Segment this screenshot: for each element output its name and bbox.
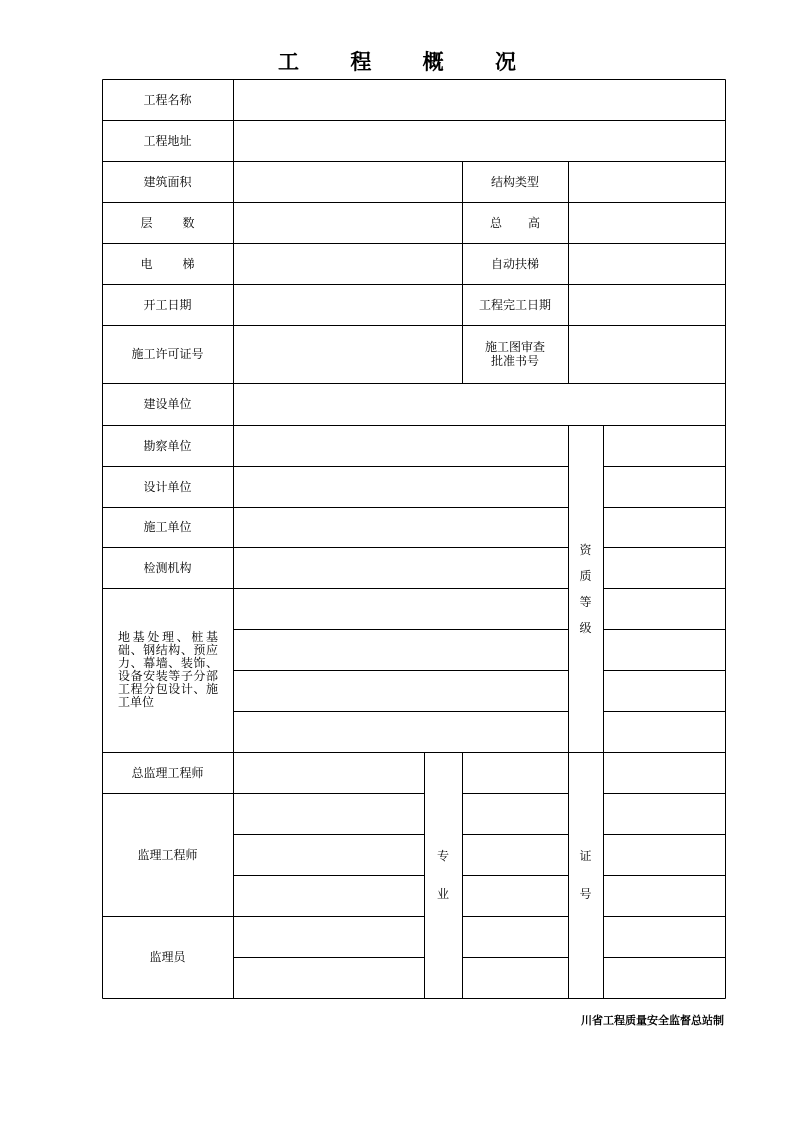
label-total-height-b: 高 — [528, 215, 541, 230]
label-total-height-a: 总 — [489, 215, 502, 230]
label-drawing-review: 施工图审查 批准书号 — [484, 340, 545, 368]
specialty-char-2: 业 — [436, 887, 449, 901]
certificate-char-1: 证 — [579, 849, 592, 863]
qualification-char-4: 级 — [579, 620, 592, 635]
label-elevator-b: 梯 — [182, 256, 195, 271]
label-qualification-grade — [568, 425, 603, 752]
label-elevator-a: 电 — [140, 256, 153, 271]
label-floors — [102, 202, 233, 243]
qualification-char-3: 等 — [579, 594, 592, 609]
label-specialty — [424, 752, 462, 998]
label-escalator: 自动扶梯 — [490, 256, 539, 271]
label-completion-date: 工程完工日期 — [478, 297, 551, 312]
label-chief-supervisor: 总监理工程师 — [131, 765, 204, 780]
label-survey-unit: 勘察单位 — [143, 438, 192, 453]
issuing-organization: 川省工程质量安全监督总站制 — [581, 1014, 724, 1027]
page-title: 工 程 概 况 — [278, 50, 538, 74]
label-floor-area: 建筑面积 — [143, 174, 192, 189]
label-total-height — [462, 202, 568, 243]
label-project-address: 工程地址 — [143, 133, 192, 148]
qualification-char-1: 资 — [579, 542, 592, 557]
label-design-unit: 设计单位 — [143, 479, 192, 494]
label-supervisor-engineer: 监理工程师 — [137, 847, 198, 862]
qualification-char-2: 质 — [579, 568, 592, 583]
label-construction-unit: 施工单位 — [143, 520, 192, 534]
specialty-char-1: 专 — [436, 849, 449, 863]
label-elevator — [102, 243, 233, 284]
label-subcontract-units: 地基处理、桩基础、钢结构、预应力、幕墙、装饰、设备安装等子分部工程分包设计、施工单位 — [118, 630, 218, 709]
label-testing-agency: 检测机构 — [143, 560, 192, 575]
label-supervisor: 监理员 — [149, 950, 186, 964]
label-floors-b: 数 — [182, 215, 195, 230]
label-structure-type: 结构类型 — [490, 174, 539, 189]
label-certificate-number — [568, 752, 603, 998]
label-floors-a: 层 — [140, 215, 153, 230]
label-construction-permit: 施工许可证号 — [131, 347, 204, 361]
label-start-date: 开工日期 — [143, 297, 192, 312]
certificate-char-2: 号 — [579, 887, 592, 901]
label-project-name: 工程名称 — [143, 93, 192, 107]
label-owner-unit: 建设单位 — [143, 397, 192, 411]
